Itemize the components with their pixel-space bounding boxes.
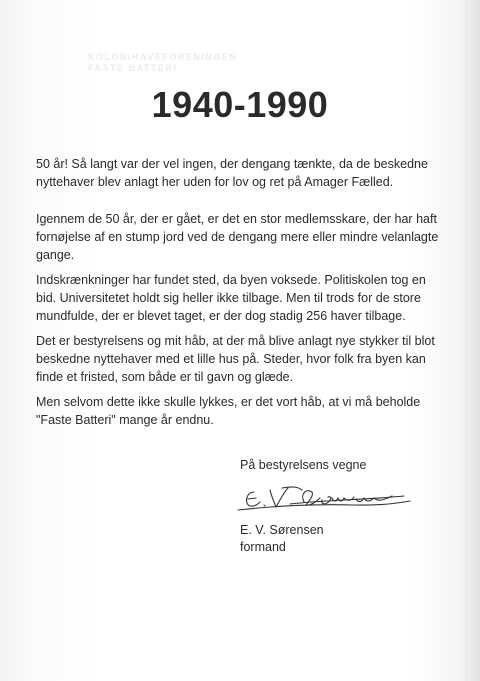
page-title: 1940-1990 bbox=[151, 84, 329, 125]
bleed-line-1: KOLONIHAVEFORENINGEN bbox=[88, 52, 238, 62]
paragraph-2: Igennem de 50 år, der er gået, er det en stor medlemsskare, der har haft fornøjelse af en stump jord ved de dengang mere eller mindre velanlagte gange. bbox=[36, 212, 439, 262]
signatory-name: E. V. Sørensen bbox=[240, 523, 324, 537]
paragraph-4: Det er bestyrelsens og mit håb, at der må blive anlagt nye stykker til blot beskedne nyttehaver med et lille hus på. Steder, hvor folk fra byen kan finde et fristed, som både er til gavn og glæde. bbox=[36, 334, 435, 384]
handwritten-signature bbox=[234, 480, 412, 516]
bleed-line-2: FASTE BATTERI bbox=[88, 63, 178, 73]
paragraph-1: 50 år! Så langt var der vel ingen, der dengang tænkte, da de beskedne nyttehaver blev anlagt her uden for lov og ret på Amager Fælled. bbox=[36, 157, 428, 189]
closing-intro: På bestyrelsens vegne bbox=[240, 458, 367, 472]
paragraph-5: Men selvom dette ikke skulle lykkes, er det vort håb, at vi må beholde "Faste Batteri" mange år endnu. bbox=[36, 395, 421, 427]
paragraph-3: Indskrænkninger har fundet sted, da byen voksede. Politiskolen tog en bid. Universitetet holdt sig heller ikke tilbage. Men til trods for de store mundfulde, der er blevet taget, er der dog stadig 256 haver tilbage. bbox=[36, 273, 426, 323]
signatory-role: formand bbox=[240, 540, 286, 554]
